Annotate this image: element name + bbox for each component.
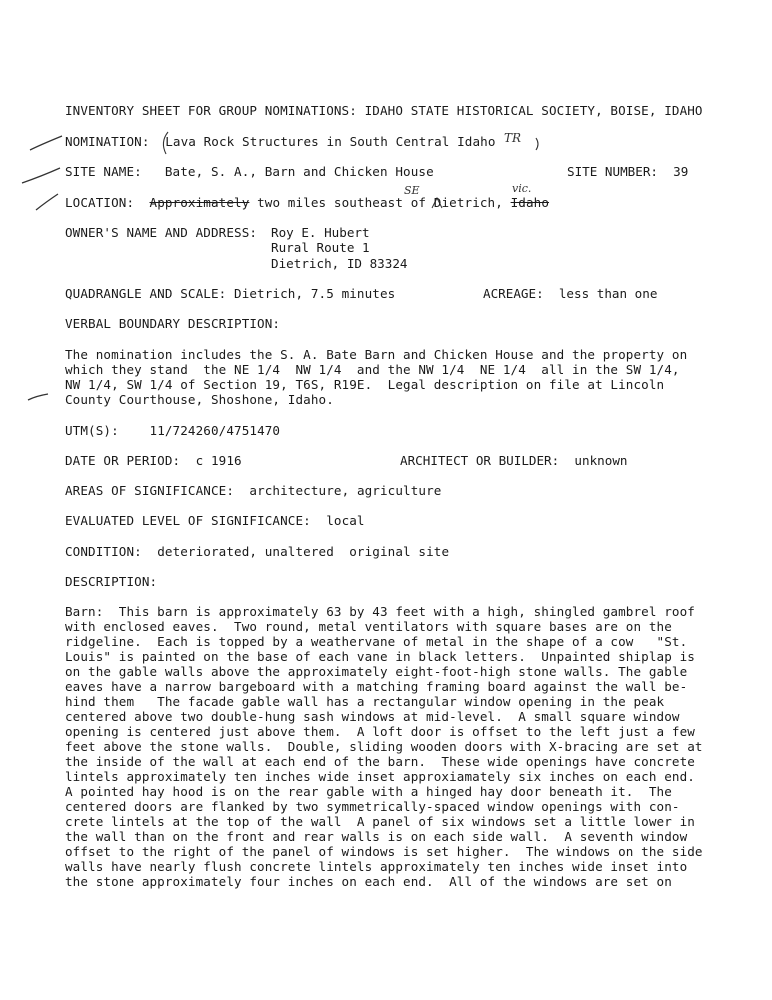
site-number-label: SITE NUMBER: xyxy=(567,164,658,179)
boundary-line: County Courthouse, Shoshone, Idaho. xyxy=(65,392,334,407)
boundary-label: VERBAL BOUNDARY DESCRIPTION: xyxy=(65,316,281,331)
location-hand-vic: vic. xyxy=(512,182,532,195)
description-line: the inside of the wall at each end of the barn. These wide openings have concrete xyxy=(65,754,695,769)
evaluated-row xyxy=(65,513,365,528)
description-line: centered doors are flanked by two symmetrically-spaced window openings with con- xyxy=(65,799,680,814)
location-struck-state: Idaho xyxy=(510,195,550,210)
description-line: walls have nearly flush concrete lintels approximately ten inches wide inset into xyxy=(65,859,688,874)
description-label: DESCRIPTION: xyxy=(65,574,158,589)
description-line: hind them The facade gable wall has a rectangular window opening in the peak xyxy=(65,694,665,709)
description-line: lintels approximately ten inches wide inset approxiamately six inches on each end. xyxy=(65,769,695,784)
description-line: the wall than on the front and rear walls is on each side wall. A seventh window xyxy=(65,829,688,844)
quadrangle-row xyxy=(65,286,395,301)
boundary-line: The nomination includes the S. A. Bate Barn and Chicken House and the property on xyxy=(65,347,688,362)
architect-value: unknown xyxy=(574,453,628,468)
boundary-line: NW 1/4, SW 1/4 of Section 19, T6S, R19E. Legal description on file at Lincoln xyxy=(65,377,665,392)
nomination-label: NOMINATION: xyxy=(65,134,150,149)
boundary-paragraph xyxy=(65,347,705,407)
quadrangle-label: QUADRANGLE AND SCALE: xyxy=(65,286,227,301)
owner-line-3: Dietrich, ID 83324 xyxy=(271,256,408,271)
description-paragraph xyxy=(65,604,705,889)
description-line: Louis" is painted on the base of each vane in black letters. Unpainted shiplap is xyxy=(65,649,695,664)
evaluated-label: EVALUATED LEVEL OF SIGNIFICANCE: xyxy=(65,513,311,528)
acreage-value: less than one xyxy=(558,286,658,301)
description-line: ridgeline. Each is topped by a weathervane of metal in the shape of a cow "St. xyxy=(65,634,688,649)
condition-value: deteriorated, unaltered original site xyxy=(157,544,450,559)
acreage-row xyxy=(483,286,657,301)
site-name-label: SITE NAME: xyxy=(65,164,142,179)
description-line: opening is centered just above them. A loft door is offset to the left just a few xyxy=(65,724,695,739)
description-line: offset to the right of the panel of windows is set higher. The windows on the side xyxy=(65,844,703,859)
nomination-hand-note: TR xyxy=(504,131,522,145)
description-line: the stone approximately four inches on each end. All of the windows are set on xyxy=(65,874,672,889)
date-row xyxy=(65,453,242,468)
location-part1: two miles southeast xyxy=(257,195,404,210)
description-line: crete lintels at the top of the wall A panel of six windows set a little lower in xyxy=(65,814,695,829)
nomination-value: Lava Rock Structures in South Central Idaho xyxy=(165,134,496,149)
location-label: LOCATION: xyxy=(65,195,135,210)
description-line: centered above two double-hung sash windows at mid-level. A small square window xyxy=(65,709,680,724)
boundary-line: which they stand the NE 1/4 NW 1/4 and the NW 1/4 NE 1/4 all in the SW 1/4, xyxy=(65,362,680,377)
nomination-row xyxy=(65,134,496,149)
date-label: DATE OR PERIOD: xyxy=(65,453,181,468)
acreage-label: ACREAGE: xyxy=(483,286,544,301)
location-part2: of Dietrich, xyxy=(410,195,503,210)
architect-label: ARCHITECT OR BUILDER: xyxy=(400,453,560,468)
areas-row xyxy=(65,483,441,498)
description-line: with enclosed eaves. Two round, metal ventilators with square bases are on the xyxy=(65,619,672,634)
page-title: INVENTORY SHEET FOR GROUP NOMINATIONS: IDAHO STATE HISTORICAL SOCIETY, BOISE, IDAHO xyxy=(65,103,703,118)
date-value: c 1916 xyxy=(195,453,242,468)
location-struck-word: Approximately xyxy=(149,195,250,210)
owner-label: OWNER'S NAME AND ADDRESS: xyxy=(65,225,258,240)
areas-value: architecture, agriculture xyxy=(249,483,442,498)
utm-row xyxy=(65,423,280,438)
description-line: eaves have a narrow bargeboard with a matching framing board against the wall be- xyxy=(65,679,688,694)
site-name-value: Bate, S. A., Barn and Chicken House xyxy=(164,164,434,179)
areas-label: AREAS OF SIGNIFICANCE: xyxy=(65,483,235,498)
utm-value: 11/724260/4751470 xyxy=(149,423,281,438)
site-number-value: 39 xyxy=(673,164,689,179)
quadrangle-value: Dietrich, 7.5 minutes xyxy=(234,286,396,301)
site-number-row xyxy=(567,164,688,179)
owner-line-1: Roy E. Hubert xyxy=(271,225,370,240)
location-hand-se: SE xyxy=(404,184,420,197)
utm-label: UTM(S): xyxy=(65,423,119,438)
description-line: on the gable walls above the approximately eight-foot-high stone walls. The gable xyxy=(65,664,688,679)
description-line: feet above the stone walls. Double, sliding wooden doors with X-bracing are set at xyxy=(65,739,703,754)
condition-label: CONDITION: xyxy=(65,544,142,559)
location-row xyxy=(65,195,549,210)
description-line: Barn: This barn is approximately 63 by 43 feet with a high, shingled gambrel roof xyxy=(65,604,695,619)
description-line: A pointed hay hood is on the rear gable with a hinged hay door beneath it. The xyxy=(65,784,672,799)
evaluated-value: local xyxy=(326,513,365,528)
site-name-row xyxy=(65,164,434,179)
architect-row xyxy=(400,453,627,468)
condition-row xyxy=(65,544,449,559)
owner-line-2: Rural Route 1 xyxy=(271,240,370,255)
